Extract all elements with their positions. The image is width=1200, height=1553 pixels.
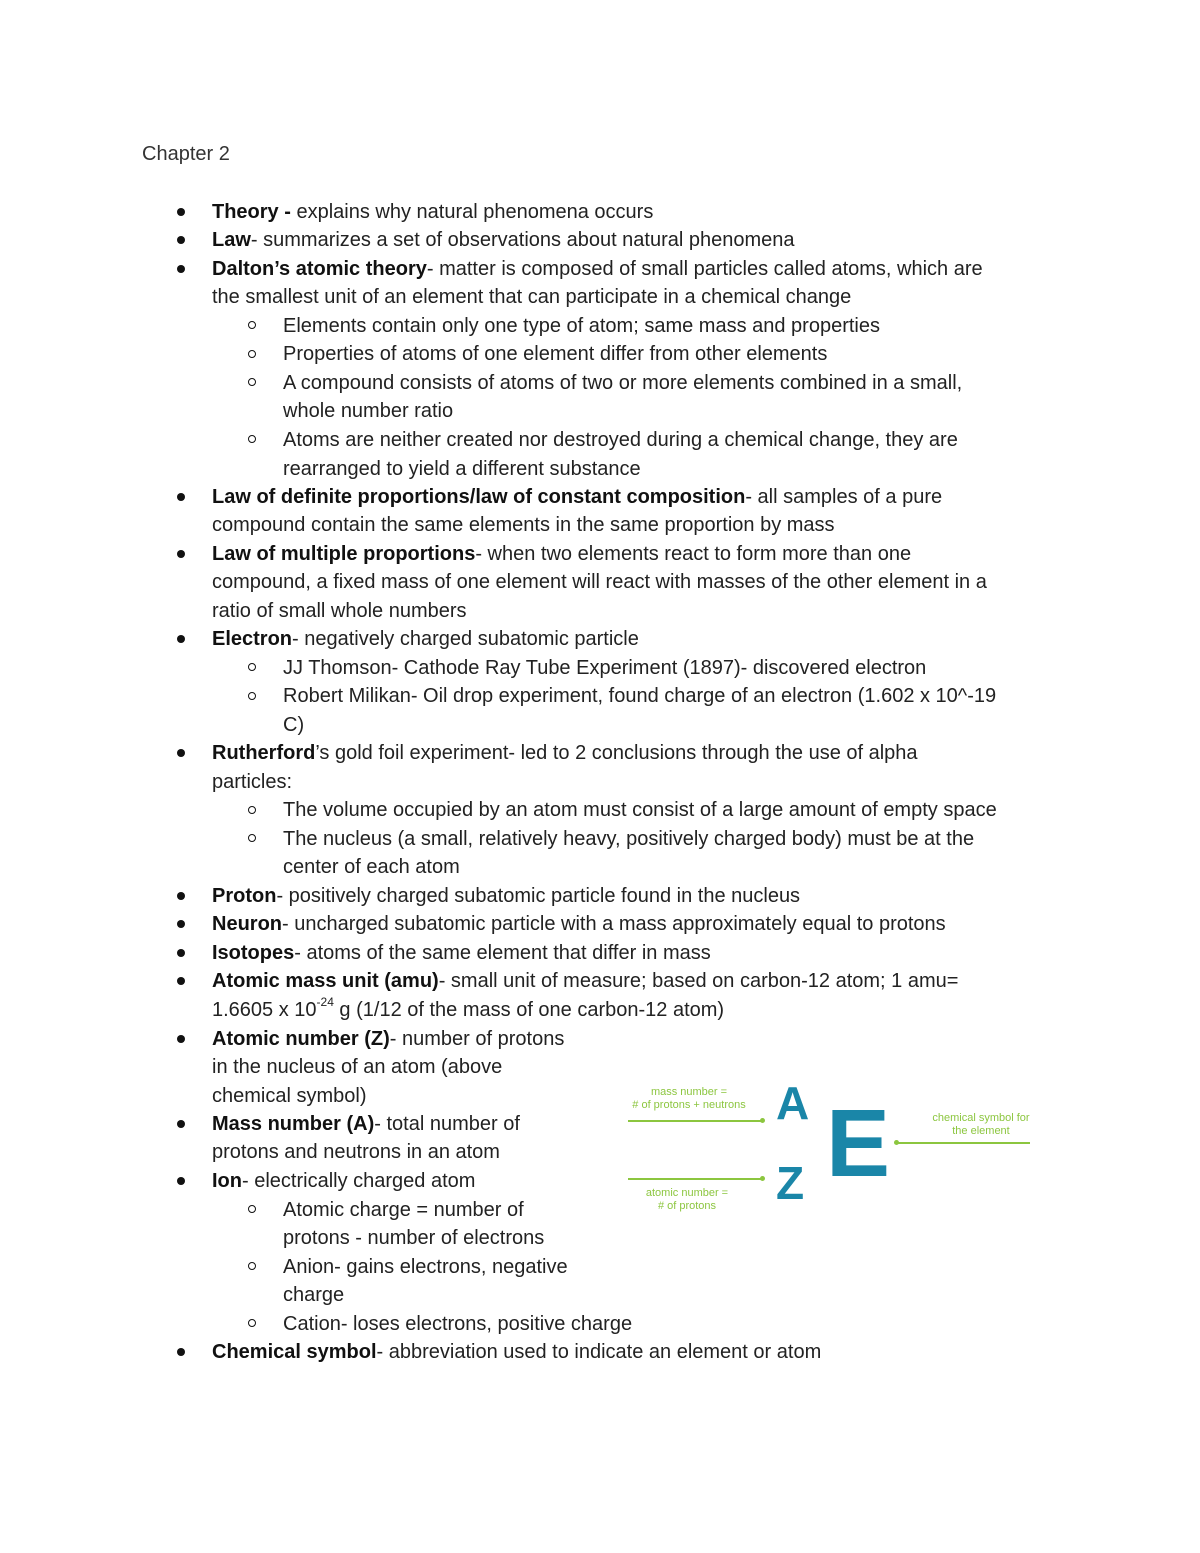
bullet-dot-icon xyxy=(177,1177,185,1185)
bullet-ring-icon xyxy=(248,692,256,700)
bullet-ring-icon xyxy=(248,321,256,329)
definition: - total number of xyxy=(374,1113,520,1135)
mass-number-label xyxy=(614,1086,764,1112)
bullet-dot-icon xyxy=(177,493,185,501)
bullet-ring-icon xyxy=(248,435,256,443)
element-symbol: E xyxy=(826,1090,891,1197)
list-item-rutherford xyxy=(212,740,918,766)
bullet-dot-icon xyxy=(177,236,185,244)
sub-item: Cation- loses electrons, positive charge xyxy=(283,1313,633,1335)
bullet-dot-icon xyxy=(177,1035,185,1043)
list-item-definite-proportions xyxy=(212,484,942,510)
mass-number-label-line2: # of protons + neutrons xyxy=(632,1099,746,1111)
definition: - all samples of a pure xyxy=(745,486,943,508)
sub-item-continued: charge xyxy=(283,1284,345,1306)
list-item-mass-number xyxy=(212,1111,520,1137)
sub-item: Atomic charge = number of xyxy=(283,1199,524,1221)
bullet-dot-icon xyxy=(177,920,185,928)
sub-item: Anion- gains electrons, negative xyxy=(283,1256,568,1278)
definition: - when two elements react to form more than one xyxy=(475,543,912,565)
term: Isotopes xyxy=(212,942,295,964)
definition-continued: ratio of small whole numbers xyxy=(212,600,467,622)
definition-continued: particles: xyxy=(212,771,293,793)
term: Dalton’s atomic theory xyxy=(212,258,427,280)
atomic-number-label-line2: # of protons xyxy=(657,1200,717,1212)
sub-item: Elements contain only one type of atom; same mass and properties xyxy=(283,315,880,337)
mass-number-arrow xyxy=(628,1120,762,1122)
list-item-atomic-number xyxy=(212,1026,564,1052)
bullet-ring-icon xyxy=(248,378,256,386)
bullet-dot-icon xyxy=(177,892,185,900)
bullet-dot-icon xyxy=(177,949,185,957)
bullet-dot-icon xyxy=(177,977,185,985)
sub-item: JJ Thomson- Cathode Ray Tube Experiment (1897)- discovered electron xyxy=(283,657,927,679)
bullet-ring-icon xyxy=(248,350,256,358)
definition: explains why natural phenomena occurs xyxy=(290,201,654,223)
exponent: -24 xyxy=(316,995,334,1010)
list-item-proton xyxy=(212,883,800,909)
atomic-number-arrow xyxy=(628,1178,762,1180)
sub-item-continued: rearranged to yield a different substance xyxy=(283,458,641,480)
list-item-law xyxy=(212,227,795,253)
bullet-dot-icon xyxy=(177,1120,185,1128)
list-item-theory xyxy=(212,199,653,225)
term: Theory - xyxy=(212,201,291,223)
bullet-dot-icon xyxy=(177,265,185,273)
sub-item-continued: whole number ratio xyxy=(283,400,454,422)
term: Proton xyxy=(212,885,277,907)
definition-continued: protons and neutrons in an atom xyxy=(212,1141,500,1163)
bullet-ring-icon xyxy=(248,1205,256,1213)
sub-item: The volume occupied by an atom must consist of a large amount of empty space xyxy=(283,799,997,821)
sub-item: Robert Milikan- Oil drop experiment, found charge of an electron (1.602 x 10^-19 xyxy=(283,685,997,707)
page-title: Chapter 2 xyxy=(142,143,230,165)
bullet-ring-icon xyxy=(248,806,256,814)
value: 1.6605 x 10 xyxy=(212,999,317,1021)
definition: - uncharged subatomic particle with a mass approximately equal to protons xyxy=(282,913,946,935)
term: Neuron xyxy=(212,913,282,935)
bullet-ring-icon xyxy=(248,663,256,671)
term: Electron xyxy=(212,628,293,650)
definition: - summarizes a set of observations about natural phenomena xyxy=(250,229,795,251)
atomic-number-symbol: Z xyxy=(776,1157,805,1209)
term: Chemical symbol xyxy=(212,1341,377,1363)
nuclide-notation-diagram xyxy=(600,1070,1050,1220)
element-symbol-label xyxy=(916,1112,1046,1138)
term: Mass number (A) xyxy=(212,1113,375,1135)
bullet-ring-icon xyxy=(248,834,256,842)
bullet-ring-icon xyxy=(248,1319,256,1327)
list-item-chemical-symbol xyxy=(212,1339,821,1365)
sub-item: The nucleus (a small, relatively heavy, positively charged body) must be at the xyxy=(283,828,975,850)
bullet-dot-icon xyxy=(177,749,185,757)
atomic-number-arrow-dot xyxy=(760,1176,765,1181)
atomic-number-label xyxy=(622,1187,752,1213)
element-symbol-arrow xyxy=(896,1142,1030,1144)
definition: - negatively charged subatomic particle xyxy=(292,628,639,650)
definition-continued: in the nucleus of an atom (above xyxy=(212,1056,503,1078)
list-item-multiple-proportions xyxy=(212,541,911,567)
definition: - electrically charged atom xyxy=(242,1170,476,1192)
list-item-amu xyxy=(212,968,958,994)
definition-continued: the smallest unit of an element that can participate in a chemical change xyxy=(212,286,852,308)
element-symbol-label-line2: the element xyxy=(952,1125,1010,1137)
mass-number-symbol: A xyxy=(776,1077,810,1129)
sub-item: A compound consists of atoms of two or more elements combined in a small, xyxy=(283,372,963,394)
sub-item-continued: C) xyxy=(283,714,305,736)
sub-item-continued: protons - number of electrons xyxy=(283,1227,545,1249)
definition: - number of protons xyxy=(389,1028,565,1050)
value-unit: g (1/12 of the mass of one carbon-12 atom) xyxy=(333,999,725,1021)
definition-continued: chemical symbol) xyxy=(212,1085,367,1107)
list-item-isotopes xyxy=(212,940,711,966)
list-item-dalton xyxy=(212,256,983,282)
definition: - abbreviation used to indicate an element or atom xyxy=(376,1341,822,1363)
definition: - matter is composed of small particles called atoms, which are xyxy=(426,258,983,280)
definition: - positively charged subatomic particle found in the nucleus xyxy=(276,885,801,907)
mass-number-label-line1: mass number = xyxy=(650,1086,728,1098)
sub-item-continued: center of each atom xyxy=(283,856,460,878)
list-item-electron xyxy=(212,626,639,652)
term: Ion xyxy=(212,1170,242,1192)
sub-item: Atoms are neither created nor destroyed during a chemical change, they are xyxy=(283,429,958,451)
term: Law of definite proportions/law of constant composition xyxy=(212,486,746,508)
definition: - atoms of the same element that differ in mass xyxy=(294,942,711,964)
term: Atomic number (Z) xyxy=(212,1028,390,1050)
definition-continued: compound, a fixed mass of one element will react with masses of the other element in a xyxy=(212,571,987,593)
term: Atomic mass unit (amu) xyxy=(212,970,439,992)
definition: - small unit of measure; based on carbon-12 atom; 1 amu= xyxy=(438,970,959,992)
bullet-dot-icon xyxy=(177,635,185,643)
list-item-ion xyxy=(212,1168,475,1194)
bullet-ring-icon xyxy=(248,1262,256,1270)
definition-continued: compound contain the same elements in the same proportion by mass xyxy=(212,514,835,536)
bullet-dot-icon xyxy=(177,208,185,216)
bullet-dot-icon xyxy=(177,1348,185,1356)
mass-number-arrow-dot xyxy=(760,1118,765,1123)
sub-item: Properties of atoms of one element differ from other elements xyxy=(283,343,828,365)
list-item-neuron xyxy=(212,911,946,937)
atomic-number-label-line1: atomic number = xyxy=(645,1187,729,1199)
term: Law of multiple proportions xyxy=(212,543,476,565)
element-symbol-label-line1: chemical symbol for xyxy=(932,1112,1030,1124)
definition-continued xyxy=(212,997,724,1023)
term: Law xyxy=(212,229,251,251)
term: Rutherford xyxy=(212,742,316,764)
bullet-dot-icon xyxy=(177,550,185,558)
definition: ’s gold foil experiment- led to 2 conclusions through the use of alpha xyxy=(315,742,918,764)
